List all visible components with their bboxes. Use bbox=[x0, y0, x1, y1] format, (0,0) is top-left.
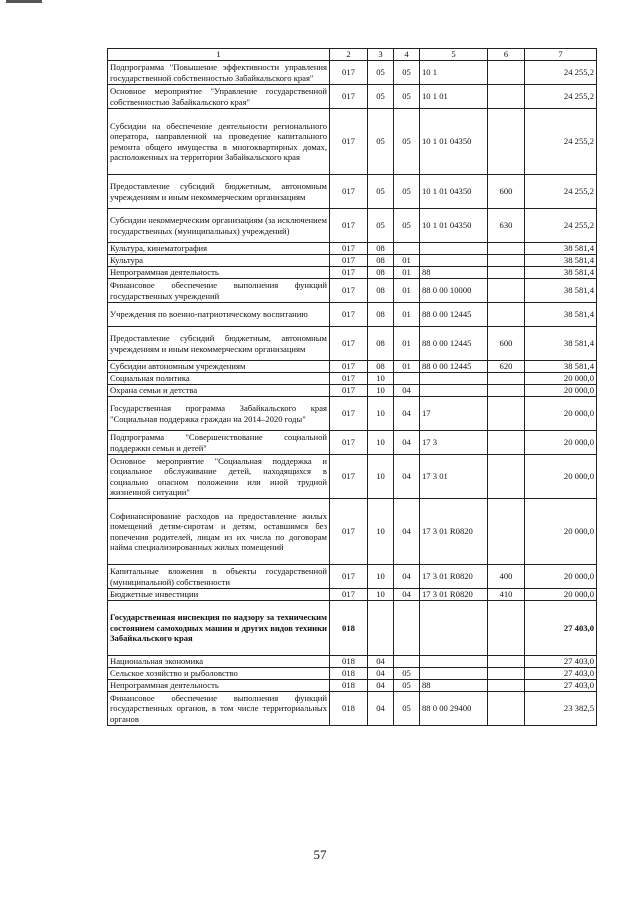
row-vr-cell bbox=[488, 385, 525, 397]
row-pr-cell: 04 bbox=[394, 589, 420, 601]
row-rz-cell: 08 bbox=[368, 327, 394, 361]
row-sum-cell: 38 581,4 bbox=[525, 279, 597, 303]
row-rz-cell: 10 bbox=[368, 385, 394, 397]
row-pr-cell: 04 bbox=[394, 385, 420, 397]
row-vr-cell: 600 bbox=[488, 175, 525, 209]
row-rz-cell: 05 bbox=[368, 209, 394, 243]
row-sum-cell: 38 581,4 bbox=[525, 255, 597, 267]
table-row bbox=[108, 361, 597, 373]
row-sum-cell: 20 000,0 bbox=[525, 589, 597, 601]
row-csr-cell: 17 3 01 R0820 bbox=[420, 589, 488, 601]
row-csr-cell bbox=[420, 255, 488, 267]
row-csr-cell: 88 0 00 10000 bbox=[420, 279, 488, 303]
table-row bbox=[108, 267, 597, 279]
row-pr-cell: 01 bbox=[394, 361, 420, 373]
row-name-cell: Предоставление субсидий бюджетным, автономным учреждениям и иным некоммерческим организациям bbox=[108, 175, 330, 209]
row-sum-cell: 24 255,2 bbox=[525, 209, 597, 243]
row-ved-cell: 017 bbox=[330, 267, 368, 279]
row-ved-cell: 017 bbox=[330, 279, 368, 303]
row-sum-cell: 20 000,0 bbox=[525, 431, 597, 455]
row-csr-cell: 17 3 01 R0820 bbox=[420, 499, 488, 565]
row-rz-cell: 05 bbox=[368, 61, 394, 85]
row-pr-cell: 04 bbox=[394, 565, 420, 589]
row-ved-cell: 017 bbox=[330, 385, 368, 397]
row-vr-cell bbox=[488, 397, 525, 431]
header-row bbox=[108, 49, 597, 61]
row-name-cell: Культура bbox=[108, 255, 330, 267]
table-row bbox=[108, 61, 597, 85]
row-csr-cell: 17 bbox=[420, 397, 488, 431]
row-ved-cell: 017 bbox=[330, 255, 368, 267]
row-vr-cell: 630 bbox=[488, 209, 525, 243]
row-ved-cell: 018 bbox=[330, 656, 368, 668]
row-pr-cell: 05 bbox=[394, 85, 420, 109]
row-name-cell: Основное мероприятие "Управление государственной собственностью Забайкальского края" bbox=[108, 85, 330, 109]
scan-edge-mark bbox=[6, 0, 42, 3]
row-name-cell: Сельское хозяйство и рыболовство bbox=[108, 668, 330, 680]
row-sum-cell: 20 000,0 bbox=[525, 455, 597, 499]
row-rz-cell: 08 bbox=[368, 255, 394, 267]
row-name-cell: Софинансирование расходов на предоставление жилых помещений детям-сиротам и детям, оставшимся без попечения родителей, лицам из их числа по договорам найма специализированных жилых помещений bbox=[108, 499, 330, 565]
row-vr-cell: 600 bbox=[488, 327, 525, 361]
row-ved-cell: 017 bbox=[330, 589, 368, 601]
row-ved-cell: 017 bbox=[330, 431, 368, 455]
table-row bbox=[108, 397, 597, 431]
row-rz-cell: 10 bbox=[368, 373, 394, 385]
row-vr-cell bbox=[488, 431, 525, 455]
row-sum-cell: 38 581,4 bbox=[525, 327, 597, 361]
row-csr-cell: 10 1 01 04350 bbox=[420, 109, 488, 175]
row-ved-cell: 017 bbox=[330, 361, 368, 373]
page-number: 57 bbox=[313, 847, 327, 862]
row-pr-cell: 05 bbox=[394, 109, 420, 175]
table-row bbox=[108, 656, 597, 668]
row-pr-cell: 04 bbox=[394, 397, 420, 431]
row-ved-cell: 017 bbox=[330, 61, 368, 85]
row-name-cell: Финансовое обеспечение выполнения функций государственных учреждений bbox=[108, 279, 330, 303]
row-csr-cell: 10 1 bbox=[420, 61, 488, 85]
row-vr-cell: 400 bbox=[488, 565, 525, 589]
row-rz-cell: 08 bbox=[368, 243, 394, 255]
row-ved-cell: 017 bbox=[330, 209, 368, 243]
row-vr-cell bbox=[488, 61, 525, 85]
row-rz-cell: 04 bbox=[368, 656, 394, 668]
row-csr-cell: 10 1 01 04350 bbox=[420, 209, 488, 243]
table-row bbox=[108, 565, 597, 589]
row-rz-cell: 10 bbox=[368, 397, 394, 431]
row-rz-cell: 10 bbox=[368, 499, 394, 565]
row-name-cell: Охрана семьи и детства bbox=[108, 385, 330, 397]
row-sum-cell: 20 000,0 bbox=[525, 373, 597, 385]
row-vr-cell bbox=[488, 373, 525, 385]
row-rz-cell: 08 bbox=[368, 267, 394, 279]
row-rz-cell bbox=[368, 601, 394, 656]
row-csr-cell bbox=[420, 601, 488, 656]
row-sum-cell: 27 403,0 bbox=[525, 656, 597, 668]
row-sum-cell: 38 581,4 bbox=[525, 303, 597, 327]
row-sum-cell: 38 581,4 bbox=[525, 267, 597, 279]
row-vr-cell bbox=[488, 656, 525, 668]
row-sum-cell: 20 000,0 bbox=[525, 499, 597, 565]
table-row bbox=[108, 85, 597, 109]
table-row bbox=[108, 601, 597, 656]
row-vr-cell bbox=[488, 85, 525, 109]
table-row bbox=[108, 175, 597, 209]
row-csr-cell bbox=[420, 656, 488, 668]
row-name-cell: Основное мероприятие "Социальная поддержка и социальное обслуживание детей, находящихся в социально опасном положении или иной трудной жизненной ситуации" bbox=[108, 455, 330, 499]
row-rz-cell: 08 bbox=[368, 361, 394, 373]
row-pr-cell: 01 bbox=[394, 255, 420, 267]
row-sum-cell: 20 000,0 bbox=[525, 385, 597, 397]
table-body bbox=[108, 61, 597, 726]
row-pr-cell: 01 bbox=[394, 279, 420, 303]
row-vr-cell: 620 bbox=[488, 361, 525, 373]
row-sum-cell: 27 403,0 bbox=[525, 680, 597, 692]
row-vr-cell bbox=[488, 499, 525, 565]
table-row bbox=[108, 668, 597, 680]
table-row bbox=[108, 255, 597, 267]
row-ved-cell: 017 bbox=[330, 455, 368, 499]
table-row bbox=[108, 373, 597, 385]
row-name-cell: Непрограммная деятельность bbox=[108, 267, 330, 279]
row-csr-cell: 88 bbox=[420, 680, 488, 692]
row-csr-cell bbox=[420, 243, 488, 255]
row-pr-cell: 04 bbox=[394, 455, 420, 499]
row-vr-cell bbox=[488, 109, 525, 175]
row-pr-cell bbox=[394, 373, 420, 385]
row-pr-cell bbox=[394, 601, 420, 656]
row-rz-cell: 05 bbox=[368, 109, 394, 175]
row-rz-cell: 10 bbox=[368, 589, 394, 601]
row-name-cell: Субсидии автономным учреждениям bbox=[108, 361, 330, 373]
row-pr-cell: 05 bbox=[394, 175, 420, 209]
header-cell-4: 4 bbox=[394, 49, 420, 61]
row-vr-cell: 410 bbox=[488, 589, 525, 601]
row-name-cell: Субсидии на обеспечение деятельности регионального оператора, направленной на проведение капитального ремонта общего имущества в многоквартирных домах, расположенных на территории Забайкальского края bbox=[108, 109, 330, 175]
row-csr-cell: 88 bbox=[420, 267, 488, 279]
row-ved-cell: 018 bbox=[330, 692, 368, 726]
row-rz-cell: 05 bbox=[368, 175, 394, 209]
row-pr-cell: 01 bbox=[394, 327, 420, 361]
row-rz-cell: 10 bbox=[368, 431, 394, 455]
table-row bbox=[108, 303, 597, 327]
table-row bbox=[108, 243, 597, 255]
row-rz-cell: 04 bbox=[368, 692, 394, 726]
row-name-cell: Учреждения по военно-патриотическому воспитанию bbox=[108, 303, 330, 327]
row-name-cell: Подпрограмма "Повышение эффективности управления государственной собственностью Забайкальского края" bbox=[108, 61, 330, 85]
row-pr-cell: 05 bbox=[394, 668, 420, 680]
row-pr-cell bbox=[394, 243, 420, 255]
row-ved-cell: 017 bbox=[330, 397, 368, 431]
row-name-cell: Финансовое обеспечение выполнения функций государственных органов, в том числе территориальных органов bbox=[108, 692, 330, 726]
row-csr-cell: 88 0 00 12445 bbox=[420, 361, 488, 373]
row-ved-cell: 017 bbox=[330, 85, 368, 109]
row-ved-cell: 018 bbox=[330, 601, 368, 656]
row-ved-cell: 017 bbox=[330, 109, 368, 175]
row-csr-cell: 10 1 01 bbox=[420, 85, 488, 109]
table-row bbox=[108, 279, 597, 303]
row-pr-cell bbox=[394, 656, 420, 668]
row-sum-cell: 24 255,2 bbox=[525, 175, 597, 209]
row-sum-cell: 20 000,0 bbox=[525, 565, 597, 589]
row-csr-cell bbox=[420, 373, 488, 385]
budget-table bbox=[107, 48, 597, 726]
row-name-cell: Культура, кинематография bbox=[108, 243, 330, 255]
row-ved-cell: 017 bbox=[330, 175, 368, 209]
row-ved-cell: 017 bbox=[330, 327, 368, 361]
table-row bbox=[108, 499, 597, 565]
table-row bbox=[108, 109, 597, 175]
header-cell-1: 1 bbox=[108, 49, 330, 61]
row-ved-cell: 017 bbox=[330, 243, 368, 255]
row-csr-cell bbox=[420, 385, 488, 397]
row-pr-cell: 01 bbox=[394, 267, 420, 279]
row-sum-cell: 27 403,0 bbox=[525, 601, 597, 656]
row-name-cell: Государственная инспекция по надзору за техническим состоянием самоходных машин и других видов техники Забайкальского края bbox=[108, 601, 330, 656]
row-sum-cell: 38 581,4 bbox=[525, 243, 597, 255]
row-sum-cell: 27 403,0 bbox=[525, 668, 597, 680]
row-vr-cell bbox=[488, 279, 525, 303]
row-csr-cell: 88 0 00 12445 bbox=[420, 303, 488, 327]
row-sum-cell: 20 000,0 bbox=[525, 397, 597, 431]
row-pr-cell: 04 bbox=[394, 431, 420, 455]
row-vr-cell bbox=[488, 255, 525, 267]
header-cell-2: 2 bbox=[330, 49, 368, 61]
header-cell-6: 6 bbox=[488, 49, 525, 61]
row-sum-cell: 38 581,4 bbox=[525, 361, 597, 373]
header-cell-7: 7 bbox=[525, 49, 597, 61]
row-csr-cell: 88 0 00 29400 bbox=[420, 692, 488, 726]
row-pr-cell: 05 bbox=[394, 209, 420, 243]
row-vr-cell bbox=[488, 668, 525, 680]
row-vr-cell bbox=[488, 692, 525, 726]
row-name-cell: Подпрограмма "Совершенствование социальной поддержки семьи и детей" bbox=[108, 431, 330, 455]
row-vr-cell bbox=[488, 455, 525, 499]
table-row bbox=[108, 680, 597, 692]
row-sum-cell: 24 255,2 bbox=[525, 109, 597, 175]
row-name-cell: Бюджетные инвестиции bbox=[108, 589, 330, 601]
row-ved-cell: 017 bbox=[330, 303, 368, 327]
row-name-cell: Государственная программа Забайкальского края "Социальная поддержка граждан на 2014–2020 годы" bbox=[108, 397, 330, 431]
row-vr-cell bbox=[488, 303, 525, 327]
table-row bbox=[108, 327, 597, 361]
row-csr-cell: 17 3 01 bbox=[420, 455, 488, 499]
row-csr-cell: 17 3 01 R0820 bbox=[420, 565, 488, 589]
table-row bbox=[108, 209, 597, 243]
row-rz-cell: 05 bbox=[368, 85, 394, 109]
row-vr-cell bbox=[488, 243, 525, 255]
row-vr-cell bbox=[488, 680, 525, 692]
row-csr-cell: 88 0 00 12445 bbox=[420, 327, 488, 361]
row-csr-cell bbox=[420, 668, 488, 680]
row-rz-cell: 08 bbox=[368, 303, 394, 327]
row-sum-cell: 24 255,2 bbox=[525, 85, 597, 109]
row-name-cell: Национальная экономика bbox=[108, 656, 330, 668]
row-sum-cell: 24 255,2 bbox=[525, 61, 597, 85]
row-ved-cell: 017 bbox=[330, 373, 368, 385]
header-cell-5: 5 bbox=[420, 49, 488, 61]
row-rz-cell: 10 bbox=[368, 565, 394, 589]
row-rz-cell: 08 bbox=[368, 279, 394, 303]
row-sum-cell: 23 382,5 bbox=[525, 692, 597, 726]
row-ved-cell: 017 bbox=[330, 565, 368, 589]
row-csr-cell: 10 1 01 04350 bbox=[420, 175, 488, 209]
table-row bbox=[108, 455, 597, 499]
row-name-cell: Социальная политика bbox=[108, 373, 330, 385]
row-ved-cell: 018 bbox=[330, 680, 368, 692]
row-pr-cell: 04 bbox=[394, 499, 420, 565]
row-pr-cell: 05 bbox=[394, 680, 420, 692]
row-vr-cell bbox=[488, 601, 525, 656]
row-name-cell: Капитальные вложения в объекты государственной (муниципальной) собственности bbox=[108, 565, 330, 589]
row-name-cell: Предоставление субсидий бюджетным, автономным учреждениям и иным некоммерческим организациям bbox=[108, 327, 330, 361]
row-pr-cell: 05 bbox=[394, 61, 420, 85]
table-row bbox=[108, 589, 597, 601]
table-row bbox=[108, 692, 597, 726]
row-rz-cell: 04 bbox=[368, 680, 394, 692]
row-pr-cell: 01 bbox=[394, 303, 420, 327]
header-cell-3: 3 bbox=[368, 49, 394, 61]
row-rz-cell: 10 bbox=[368, 455, 394, 499]
row-vr-cell bbox=[488, 267, 525, 279]
row-name-cell: Субсидии некоммерческим организациям (за исключением государственных (муниципальных) учреждений) bbox=[108, 209, 330, 243]
row-rz-cell: 04 bbox=[368, 668, 394, 680]
row-ved-cell: 017 bbox=[330, 499, 368, 565]
table-row bbox=[108, 431, 597, 455]
table-row bbox=[108, 385, 597, 397]
row-pr-cell: 05 bbox=[394, 692, 420, 726]
row-name-cell: Непрограммная деятельность bbox=[108, 680, 330, 692]
row-ved-cell: 018 bbox=[330, 668, 368, 680]
row-csr-cell: 17 3 bbox=[420, 431, 488, 455]
